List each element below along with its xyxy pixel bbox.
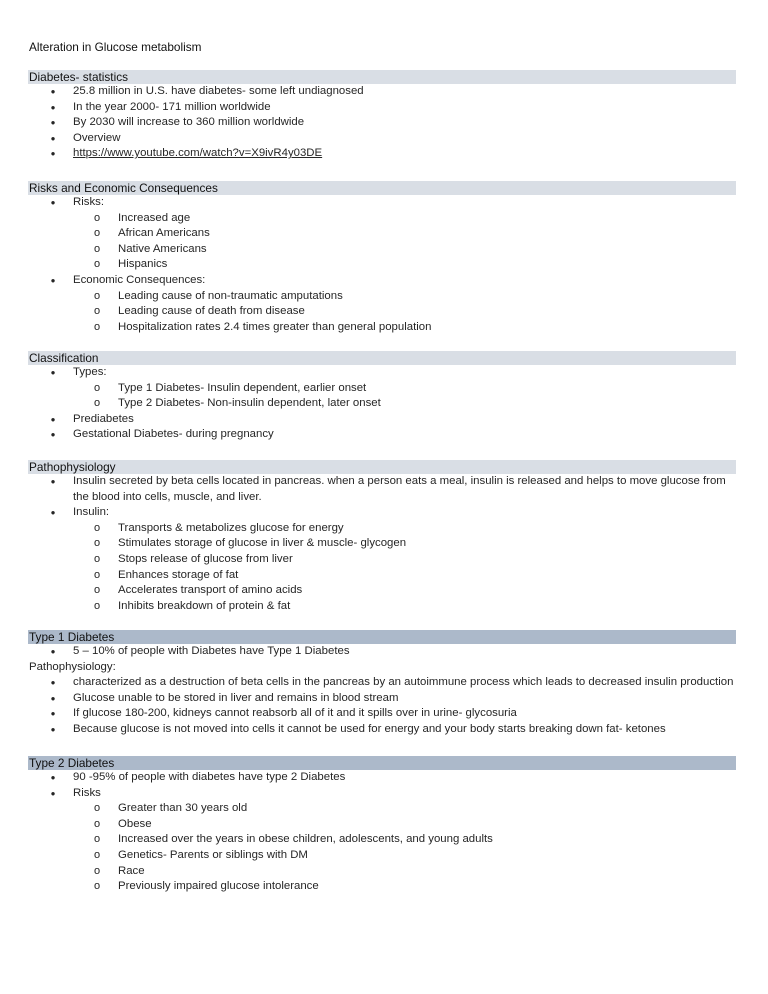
sub-list-item: o Leading cause of death from disease — [0, 304, 768, 320]
sub-list-item: o Inhibits breakdown of protein & fat — [0, 599, 768, 615]
sub-list-item: o Genetics- Parents or siblings with DM — [0, 848, 768, 864]
section-risks — [0, 181, 768, 335]
bullet-icon: ● — [50, 198, 56, 207]
bullet-icon: ● — [50, 430, 56, 440]
circle-bullet-icon: o — [93, 227, 101, 240]
list-item: ● Risks — [0, 786, 768, 802]
bullet-icon: ● — [50, 477, 56, 486]
list-item: ● Prediabetes — [0, 412, 768, 428]
list-item: ● Insulin secreted by beta cells located in pancreas. when a person eats a meal, insulin is released and helps to move glucose from the blood into cells, muscle, and liver. — [0, 474, 768, 505]
list-item: ● Risks: — [0, 195, 768, 211]
section-heading: Diabetes- statistics — [28, 70, 736, 84]
circle-bullet-icon: o — [93, 864, 101, 877]
sub-list-item: o Hispanics — [0, 257, 768, 273]
list-item: ● Insulin: — [0, 505, 768, 521]
circle-bullet-icon: o — [93, 397, 101, 410]
bullet-icon: ● — [50, 87, 56, 96]
bullet-icon: ● — [50, 118, 56, 128]
list-item: ● 90 -95% of people with diabetes have type 2 Diabetes — [0, 770, 768, 786]
section-type2 — [0, 756, 768, 895]
list-item: ● If glucose 180-200, kidneys cannot reabsorb all of it and it spills over in urine- glycosuria — [0, 706, 768, 722]
section-heading: Risks and Economic Consequences — [28, 181, 736, 195]
sub-list-item: o Increased age — [0, 211, 768, 227]
circle-bullet-icon: o — [93, 305, 101, 318]
bullet-icon: ● — [50, 788, 56, 798]
section-heading: Type 1 Diabetes — [28, 630, 736, 644]
section-heading: Pathophysiology — [28, 460, 736, 474]
section-classification — [0, 351, 768, 443]
bullet-icon: ● — [50, 773, 56, 782]
circle-bullet-icon: o — [93, 599, 101, 612]
sub-list-item: o Hospitalization rates 2.4 times greater than general population — [0, 320, 768, 336]
circle-bullet-icon: o — [93, 258, 101, 271]
circle-bullet-icon: o — [93, 289, 101, 302]
sub-list-item: o Enhances storage of fat — [0, 568, 768, 584]
sub-list-item: o Type 1 Diabetes- Insulin dependent, earlier onset — [0, 381, 768, 397]
sub-heading: Pathophysiology: — [29, 660, 116, 673]
bullet-icon: ● — [50, 709, 56, 719]
list-item: ● Overview — [0, 131, 768, 147]
bullet-icon: ● — [50, 724, 56, 734]
section-heading: Type 2 Diabetes — [28, 756, 736, 770]
bullet-icon: ● — [50, 678, 56, 688]
circle-bullet-icon: o — [93, 242, 101, 255]
document-title: Alteration in Glucose metabolism — [29, 40, 202, 54]
circle-bullet-icon: o — [93, 320, 101, 333]
sub-list-item: o Stimulates storage of glucose in liver & muscle- glycogen — [0, 536, 768, 552]
list-item: ● Economic Consequences: — [0, 273, 768, 289]
circle-bullet-icon: o — [93, 381, 101, 394]
sub-list-item: o Accelerates transport of amino acids — [0, 583, 768, 599]
list-item — [0, 146, 768, 162]
section-heading: Classification — [28, 351, 736, 365]
list-item: ● Types: — [0, 365, 768, 381]
circle-bullet-icon: o — [93, 833, 101, 846]
section-statistics — [0, 70, 768, 162]
circle-bullet-icon: o — [93, 848, 101, 861]
sub-list-item: o Greater than 30 years old — [0, 801, 768, 817]
list-item: ● 25.8 million in U.S. have diabetes- some left undiagnosed — [0, 84, 768, 100]
sub-list-item: o Increased over the years in obese children, adolescents, and young adults — [0, 832, 768, 848]
bullet-icon: ● — [50, 133, 56, 143]
bullet-icon: ● — [50, 693, 56, 703]
list-item: ● Because glucose is not moved into cells it cannot be used for energy and your body starts breaking down fat- ketones — [0, 722, 768, 738]
bullet-icon: ● — [50, 368, 56, 377]
bullet-icon: ● — [50, 414, 56, 424]
sub-list-item: o Native Americans — [0, 242, 768, 258]
list-item: ● Glucose unable to be stored in liver and remains in blood stream — [0, 691, 768, 707]
sub-list-item: o Previously impaired glucose intolerance — [0, 879, 768, 895]
section-pathophysiology — [0, 460, 768, 614]
sub-list-item: o Transports & metabolizes glucose for energy — [0, 521, 768, 537]
bullet-icon: ● — [50, 149, 56, 159]
section-type1 — [0, 630, 768, 738]
circle-bullet-icon: o — [93, 584, 101, 597]
bullet-icon: ● — [50, 275, 56, 285]
bullet-icon: ● — [50, 508, 56, 518]
sub-list-item: o Stops release of glucose from liver — [0, 552, 768, 568]
sub-list-item: o African Americans — [0, 226, 768, 242]
list-item: ● characterized as a destruction of beta cells in the pancreas by an autoimmune process which leads to decreased insulin production — [0, 675, 768, 691]
list-item: ● 5 – 10% of people with Diabetes have Type 1 Diabetes — [0, 644, 768, 660]
list-item: ● By 2030 will increase to 360 million worldwide — [0, 115, 768, 131]
bullet-icon: ● — [50, 647, 56, 656]
sub-list-item: o Obese — [0, 817, 768, 833]
circle-bullet-icon: o — [93, 802, 101, 815]
sub-list-item: o Leading cause of non-traumatic amputations — [0, 289, 768, 305]
sub-list-item: o Type 2 Diabetes- Non-insulin dependent, later onset — [0, 396, 768, 412]
bullet-icon: ● — [50, 102, 56, 112]
circle-bullet-icon: o — [93, 537, 101, 550]
circle-bullet-icon: o — [93, 521, 101, 534]
sub-list-item: o Race — [0, 864, 768, 880]
circle-bullet-icon: o — [93, 568, 101, 581]
list-item: ● Gestational Diabetes- during pregnancy — [0, 427, 768, 443]
circle-bullet-icon: o — [93, 552, 101, 565]
circle-bullet-icon: o — [93, 817, 101, 830]
youtube-link[interactable]: https://www.youtube.com/watch?v=X9ivR4y03DE — [73, 147, 323, 160]
list-item: ● In the year 2000- 171 million worldwide — [0, 100, 768, 116]
circle-bullet-icon: o — [93, 211, 101, 224]
circle-bullet-icon: o — [93, 880, 101, 893]
